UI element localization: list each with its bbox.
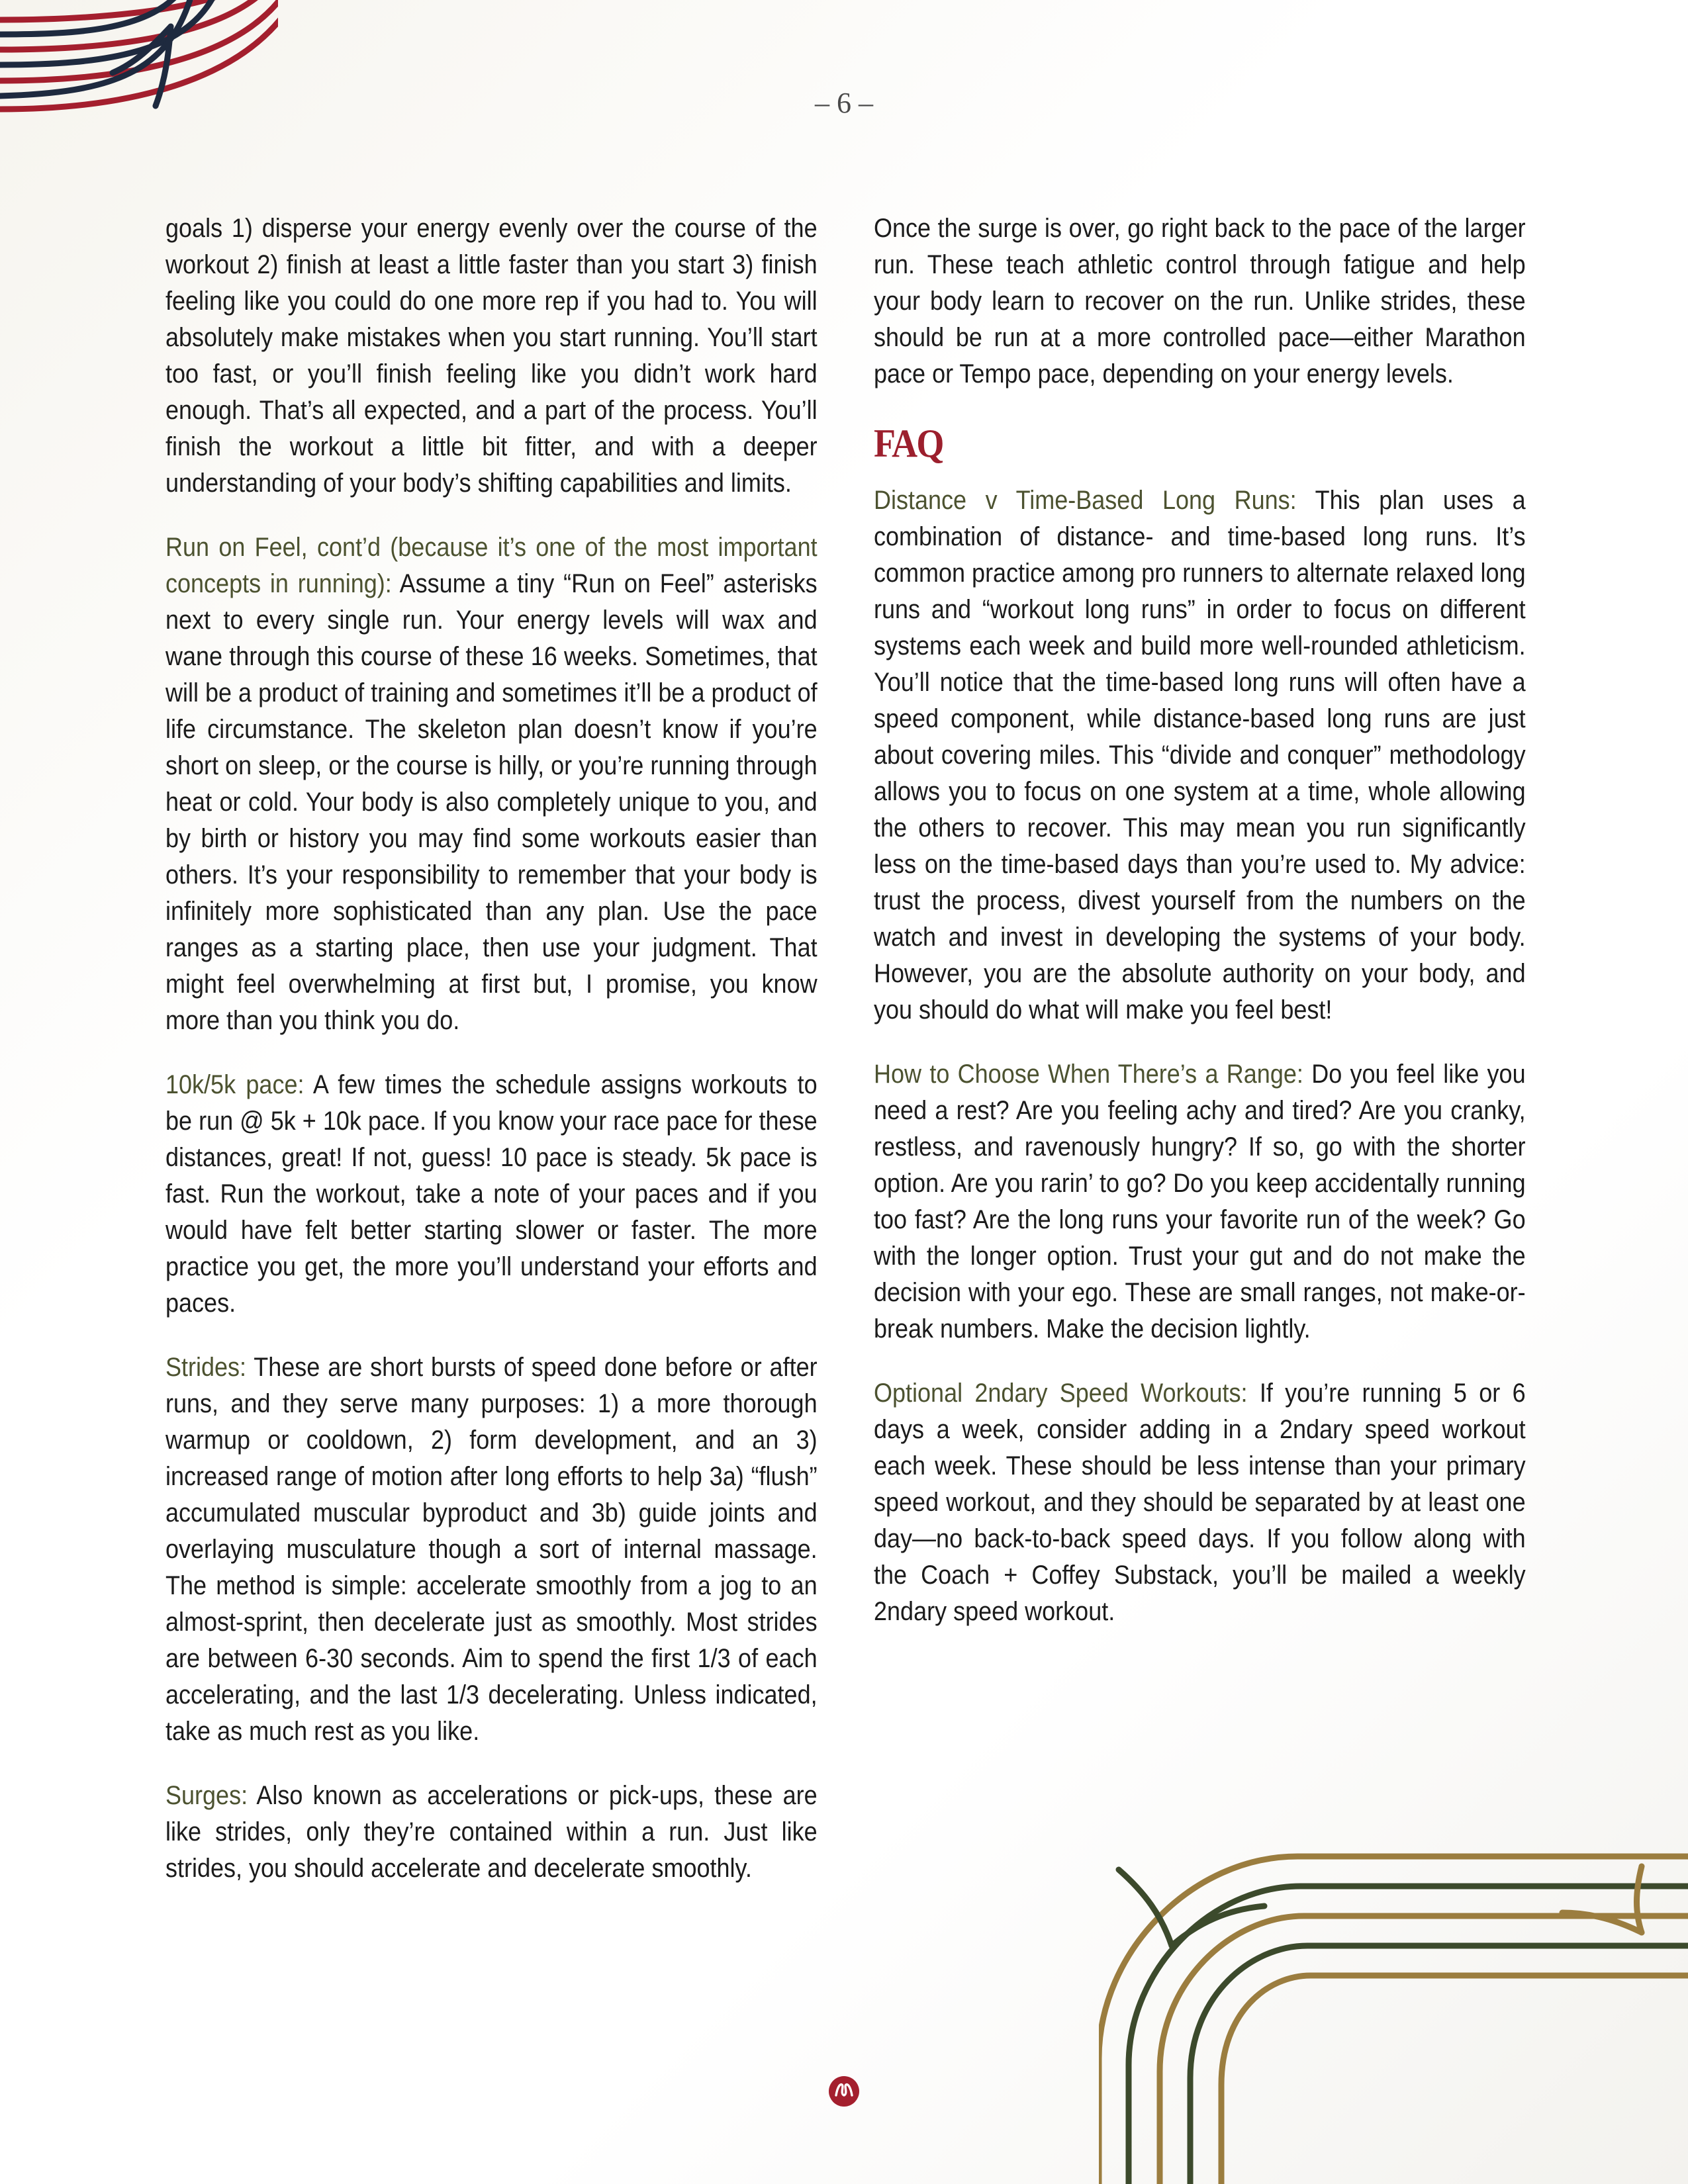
bottom-track-decoration-icon bbox=[1099, 1840, 1688, 2184]
page-number: – 6 – bbox=[815, 87, 873, 119]
paragraph-choose-range: How to Choose When There’s a Range: Do you feel like you need a rest? Are you feeling achy and tired? Are you cranky, restless, and ravenously hungry? If so, go with the shorter option. Are you rarin’ to go? Do you keep accidentally running too fast? Are the long runs your favorite run of the week? Go with the longer option. Trust your gut and do not make the decision with your ego. These are small ranges, not make-or-break numbers. Make the decision lightly. bbox=[874, 1060, 1526, 1343]
paragraph-strides: Strides: These are short bursts of speed done before or after runs, and they serve many purposes: 1) a more thorough warmup or cooldown, 2) form development, and an 3) increased range of motion after long efforts to help 3a) “flush” accumulated muscular byproduct and 3b) guide joints and overlaying musculature though a sort of internal massage. The method is simple: accelerate smoothly from a jog to an almost-sprint, then decelerate just as smoothly. Most strides are between 6-30 seconds. Aim to spend the first 1/3 of each accelerating, and the last 1/3 decelerating. Unless indicated, take as much rest as you like. bbox=[165, 1353, 818, 1746]
term-run-on-feel: Run on Feel, cont’d (because it’s one of the most important concepts in running): bbox=[165, 533, 818, 598]
term-distance-v-time: Distance v Time-Based Long Runs: bbox=[874, 486, 1297, 515]
faq-heading: FAQ bbox=[874, 422, 943, 465]
right-column bbox=[874, 210, 1526, 1658]
term-surges: Surges: bbox=[165, 1781, 248, 1810]
left-column bbox=[165, 210, 818, 1915]
term-strides: Strides: bbox=[165, 1353, 247, 1382]
term-10k-5k-pace: 10k/5k pace: bbox=[165, 1070, 305, 1099]
paragraph-surges: Surges: Also known as accelerations or pick-ups, these are like strides, only they’re contained within a run. Just like strides, you should accelerate and decelerate smoothly. bbox=[165, 1781, 818, 1883]
paragraph-surge-continued: Once the surge is over, go right back to the pace of the larger run. These teach athletic control through fatigue and help your body learn to recover on the run. Unlike strides, these should be run at a more controlled pace—either Marathon pace or Tempo pace, depending on your energy levels. bbox=[874, 214, 1526, 388]
paragraph-run-on-feel: Run on Feel, cont’d (because it’s one of the most important concepts in running): Assume a tiny “Run on Feel” asterisks next to every single run. Your energy levels will wax and wane through this course of these 16 weeks. Sometimes, that will be a product of training and sometimes it’ll be a product of life circumstance. The skeleton plan doesn’t know if you’re short on sleep, or the course is hilly, or you’re running through heat or cold. Your body is also completely unique to you, and by birth or history you may find some workouts easier than others. It’s your responsibility to remember that your body is infinitely more sophisticated than any plan. Use the pace ranges as a starting place, then use your judgment. That might feel overwhelming at first but, I promise, you know more than you think you do. bbox=[165, 533, 818, 1035]
paragraph-secondary-speed: Optional 2ndary Speed Workouts: If you’re running 5 or 6 days a week, consider adding in a 2ndary speed workout each week. These should be less intense than your primary speed workout, and they should be separated by at least one day—no back-to-back speed days. If you follow along with the Coach + Coffey Substack, you’ll be mailed a weekly 2ndary speed workout. bbox=[874, 1379, 1526, 1626]
paragraph-10k-5k-pace: 10k/5k pace: A few times the schedule assigns workouts to be run @ 5k + 10k pace. If you know your race pace for these distances, great! If not, guess! 10 pace is steady. 5k pace is fast. Run the workout, take a note of your paces and if you would have felt better starting slower or faster. The more practice you get, the more you’ll understand your efforts and paces. bbox=[165, 1070, 818, 1318]
term-choose-range: How to Choose When There’s a Range: bbox=[874, 1060, 1303, 1089]
term-secondary-speed: Optional 2ndary Speed Workouts: bbox=[874, 1379, 1248, 1408]
lululemon-logo-icon bbox=[828, 2075, 860, 2107]
paragraph-distance-v-time: Distance v Time-Based Long Runs: This plan uses a combination of distance- and time-based long runs. It’s common practice among pro runners to alternate relaxed long runs and “workout long runs” in order to focus on different systems each week and build more well-rounded athleticism. You’ll notice that the time-based long runs will often have a speed component, while distance-based long runs are just about covering miles. This “divide and conquer” methodology allows you to focus on one system at a time, whole allowing the others to recover. This may mean you run significantly less on the time-based days than you’re used to. My advice: trust the process, divest yourself from the numbers on the watch and invest in developing the systems of your body. However, you are the absolute authority on your body, and you should do what will make you feel best! bbox=[874, 486, 1526, 1024]
paragraph-workout-goals: goals 1) disperse your energy evenly over the course of the workout 2) finish at least a little faster than you start 3) finish feeling like you could do one more rep if you had to. You will absolutely make mistakes when you start running. You’ll start too fast, or you’ll finish feeling like you didn’t work hard enough. That’s all expected, and a part of the process. You’ll finish the workout a little bit fitter, and with a deeper understanding of your body’s shifting capabilities and limits. bbox=[165, 214, 818, 498]
